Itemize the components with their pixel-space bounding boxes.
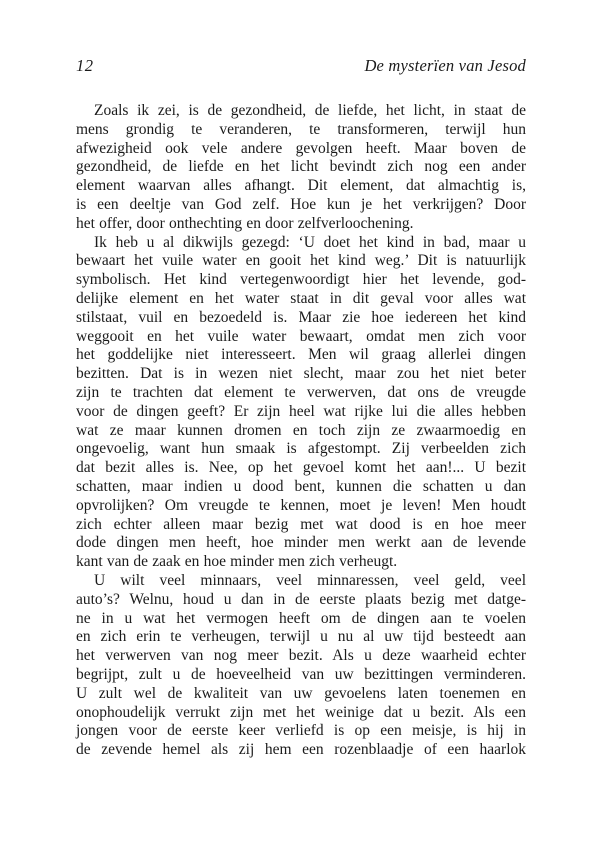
paragraph bbox=[76, 102, 526, 234]
text-line: onophoudelijk verrukt zijn met het weinige dat u bezit. Als een bbox=[76, 703, 526, 721]
text-line: zijn te trachten dat element te verwerven, dat ons de vreugde bbox=[76, 383, 526, 401]
text-line: mens grondig te veranderen, te transformeren, terwijl hun bbox=[76, 120, 526, 138]
text-line: auto’s? Welnu, houd u dan in de eerste plaats bezig met datge- bbox=[76, 590, 526, 608]
text-line: de zevende hemel als zij hem een rozenblaadje of een haarlok bbox=[76, 741, 526, 759]
page-body bbox=[76, 102, 526, 760]
text-line: U wilt veel minnaars, veel minnaressen, veel geld, veel bbox=[94, 571, 526, 589]
text-line: is een deeltje van God zelf. Hoe kun je het verkrijgen? Door bbox=[76, 195, 526, 213]
text-line: dode dingen men heeft, hoe minder men werkt aan de levende bbox=[76, 534, 526, 552]
text-line: jongen voor de eerste keer verliefd is op een meisje, is hij in bbox=[76, 722, 526, 740]
text-line: delijke element en het water staat in dit geval voor alles wat bbox=[76, 289, 526, 307]
text-line: afwezigheid ook vele andere gevolgen heeft. Maar boven de bbox=[76, 139, 526, 157]
text-line: bewaart het vuile water en gooit het kind weg.’ Dit is natuurlijk bbox=[76, 252, 526, 270]
text-line: het goddelijke niet interesseert. Men wil graag allerlei dingen bbox=[76, 346, 526, 364]
text-line: bezitten. Dat is in wezen niet slecht, maar zou het niet beter bbox=[76, 365, 526, 383]
paragraph bbox=[76, 234, 526, 572]
text-line: kant van de zaak en hoe minder men zich verheugt. bbox=[76, 553, 398, 571]
text-line: dat bezit alles is. Nee, op het gevoel komt het aan!... U bezit bbox=[76, 459, 526, 477]
text-line: zich echter alleen maar bezig met wat dood is en hoe meer bbox=[76, 515, 526, 533]
text-line: schatten, maar indien u dood bent, kunnen die schatten u dan bbox=[76, 477, 526, 495]
text-line: en zich erin te verheugen, terwijl u nu al uw tijd besteedt aan bbox=[76, 628, 526, 646]
running-title: De mysterïen van Jesod bbox=[364, 56, 526, 75]
text-line: weggooit en het vuile water bewaart, omdat men zich voor bbox=[76, 327, 526, 345]
text-line: het verwerven van nog meer bezit. Als u deze waarheid echter bbox=[76, 647, 526, 665]
text-line: opvrolijken? Om vreugde te kennen, moet je leven! Men houdt bbox=[76, 496, 526, 514]
text-line: voor de dingen geeft? Er zijn heel wat rijke lui die alles hebben bbox=[76, 402, 526, 420]
text-line: symbolisch. Het kind vertegenwoordigt hier het levende, god- bbox=[76, 271, 526, 289]
text-line: U zult wel de kwaliteit van uw gevoelens laten toenemen en bbox=[76, 684, 526, 702]
text-line: gezondheid, de liefde en het licht bevindt zich nog een ander bbox=[76, 158, 526, 176]
paragraph bbox=[76, 572, 526, 760]
text-line: element waarvan alles afhangt. Dit element, dat almachtig is, bbox=[76, 177, 526, 195]
text-line: Ik heb u al dikwijls gezegd: ‘U doet het kind in bad, maar u bbox=[94, 233, 526, 251]
page-number: 12 bbox=[76, 56, 94, 75]
page-header bbox=[76, 56, 526, 76]
text-line: stilstaat, vuil en bezoedeld is. Maar zie hoe iedereen het kind bbox=[76, 308, 526, 326]
text-line: begrijpt, zult u de hoeveelheid van uw bezittingen verminderen. bbox=[76, 665, 526, 683]
text-line: ne in u wat het vermogen heeft om de dingen aan te voelen bbox=[76, 609, 526, 627]
text-line: het offer, door onthechting en door zelfverloochening. bbox=[76, 214, 414, 232]
text-line: wat ze maar kunnen dromen en toch zijn ze zwaarmoedig en bbox=[76, 421, 526, 439]
text-line: ongevoelig, want hun smaak is afgestompt. Zij verbeelden zich bbox=[76, 440, 526, 458]
text-line: Zoals ik zei, is de gezondheid, de liefde, het licht, in staat de bbox=[94, 102, 526, 119]
